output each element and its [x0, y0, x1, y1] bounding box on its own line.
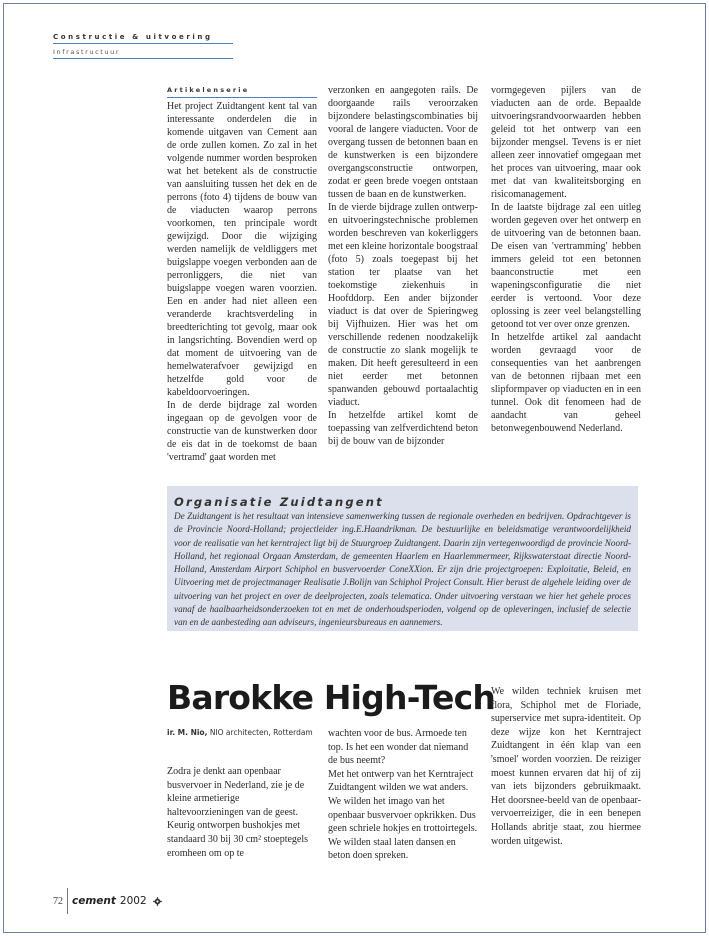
subsection-header: Infrastructuur	[53, 47, 233, 59]
page-footer	[53, 888, 162, 914]
box-title: Organisatie Zuidtangent	[174, 495, 384, 509]
article-column-1	[167, 765, 317, 860]
series-label: Artikelenserie	[167, 85, 317, 98]
paragraph: In hetzelfde artikel zal aandacht worden gevraagd voor de consequenties van het aanbrengen van de betonnen rijbaan met een slipformpaver op viaducten en in een tunnel. Ook dit fenomeen had de aandacht van geheel betonwegenbouwend Nederland.	[491, 332, 641, 435]
page-number: 72	[53, 895, 63, 907]
organisation-box	[167, 486, 638, 631]
paragraph: Zodra je denkt aan openbaar busvervoer in Nederland, zie je de kleine armetierige haltevoorzieningen van de geest. Keurig ontworpen bushokjes met standaard 30 bij 30 cm² stoeptegels eromheen om op te	[167, 766, 309, 859]
magazine-year: 2002	[119, 895, 147, 907]
author-credit	[167, 726, 317, 739]
series-column-1	[167, 85, 317, 464]
paragraph: In de derde bijdrage zal worden ingegaan op de gevolgen voor de constructie van de kunstwerken door de eis dat in de toekomst de baan 'vertramd' gaat worden met	[167, 400, 317, 464]
article-title: Barokke High-Tech	[167, 678, 496, 717]
gear-icon	[153, 897, 162, 906]
series-column-3	[491, 84, 641, 435]
footer-divider	[67, 888, 68, 914]
paragraph: In de vierde bijdrage zullen ontwerp- en uitvoeringstechnische problemen worden beschreven van kokerliggers met een kleine horizontale boogstraal (foto 5) zoals toegepast bij het station ter plaatse van het toekomstige ziekenhuis in Hoofddorp. Een ander bijzonder viaduct is dat over de Spieringweg bij Vijfhuizen. Hier was het om verschillende redenen noodzakelijk de constructie zo slank mogelijk te maken. Dit heeft geresulteerd in een niet eerder met betonnen spanwanden gebouwd portaalachtig viaduct.	[328, 202, 478, 409]
paragraph: Het project Zuidtangent kent tal van interessante onderdelen die in komende uitgaven van Cement aan de orde zullen komen. Zo zal in het volgende nummer worden besproken wat het betekent als de constructie van aansluiting tussen het dek en de perrons (foto 4) tijdens de bouw van de viaducten waarop perrons voorkomen, ten principale wordt gewijzigd. Door die wijziging werden namelijk de veldliggers met buigslappe voegen verbonden aan de perronliggers, die niet van buigslappe voegen waren voorzien. Een en ander had niet alleen een veranderde krachtsverdeling in breedterichting tot gevolg, maar ook in langsrichting. Bovendien werd op dat moment de uitvoering van de hemelwaterafvoer gewijzigd en hetzelfde gold voor de kabeldoorvoeringen.	[167, 101, 317, 399]
paragraph: In de laatste bijdrage zal een uitleg worden gegeven over het ontwerp en de uitvoering van de betonnen baan. De eisen van 'vertramming' hebben immers geleid tot een betonnen baanconstructie met een wapeningsconfiguratie die niet eerder is vertoond. Voor deze oplossing is zeer veel belangstelling getoond tot ver over onze grenzen.	[491, 202, 641, 331]
paragraph: vormgegeven pijlers van de viaducten aan de orde. Bepaalde uitvoeringsrandvoorwaarden hebben geleid tot het ontwerp van een bijzonder mengsel. Tevens is er niet alleen zeer innovatief omgegaan met het proces van uitvoering, maar ook met dat van kwaliteitsborging en risicomanagement.	[491, 85, 641, 201]
series-column-2	[328, 84, 478, 448]
paragraph: We wilden techniek kruisen met flora, Schiphol met de Floriade, superservice met supra-identiteit. Op deze wijze kon het Kerntraject Zuidtangent in één klap van een 'smoel' worden voorzien. De reiziger moest kunnen ervaren dat hij of zij van iets bijzonders gebruikmaakt. Het doorsnee-beeld van de openbaar-vervoerreiziger, die in een benepen Hollands abritje staat, zou hiermee worden uitgewist.	[491, 686, 641, 847]
paragraph: verzonken en aangegoten rails. De doorgaande rails veroorzaken bijzondere belastingscombinaties bij vooral de langere viaducten. Voor de overgang tussen de betonnen baan en de kunstwerken is een bijzondere overgangsconstructie ontworpen, zodat er geen brede voegen ontstaan tussen de baan en de kunstwerken.	[328, 85, 478, 201]
author-name: ir. M. Nio,	[167, 728, 208, 737]
article-column-2	[328, 727, 478, 863]
paragraph: In hetzelfde artikel komt de toepassing van zelfverdichtend beton bij de bouw van de bijzonder	[328, 410, 478, 448]
paragraph: Met het ontwerp van het Kerntraject Zuidtangent wilden we wat anders. We wilden het imago van het openbaar busvervoer opkrikken. Dus geen schriele hokjes en trottoirtegels. We wilden staal laten dansen en beton doen spreken.	[328, 768, 478, 862]
article-column-3	[491, 685, 641, 848]
section-header: Constructie & uitvoering	[53, 32, 233, 44]
paragraph: wachten voor de bus. Armoede ten top. Is het een wonder dat niemand de bus neemt?	[328, 728, 469, 767]
box-text: De Zuidtangent is het resultaat van intensieve samenwerking tussen de regionale overheden en bedrijven. Opdrachtgever is de Provincie Noord-Holland; projectleider ing.E.Haandrikman. De bestuurlijke en beleidsmatige verantwoordelijkheid voor de realisatie van het kerntraject ligt bij de Stuurgroep Zuidtangent. Daarin zijn vertegenwoordigd de provincie Noord-Holland, het regionaal Orgaan Amsterdam, de gemeenten Haarlem en Haarlemmermeer, Rijkswaterstaat directie Noord-Holland, Amsterdam Airport Schiphol en busvervoerder ConeXXion. Er zijn drie projectgroepen: Exploitatie, Beleid, en Uitvoering met de projectmanager Realisatie J.Bolijn van Schiphol Project Consult. Hier berust de algehele leiding over de uitvoering van het project en over de deelprojecten, zoals telematica. Onder uitvoering verstaan we hier het gehele proces vanaf de haalbaarheidsonderzoeken tot en met de onderhoudsperioden, volgend op de opleveringen, inclusief de selectie van en de aanbesteding aan adviseurs, ingenieursbureaus en aannemers.	[174, 511, 631, 628]
magazine-brand: cement	[72, 895, 116, 907]
author-affiliation: NIO architecten, Rotterdam	[207, 728, 313, 737]
